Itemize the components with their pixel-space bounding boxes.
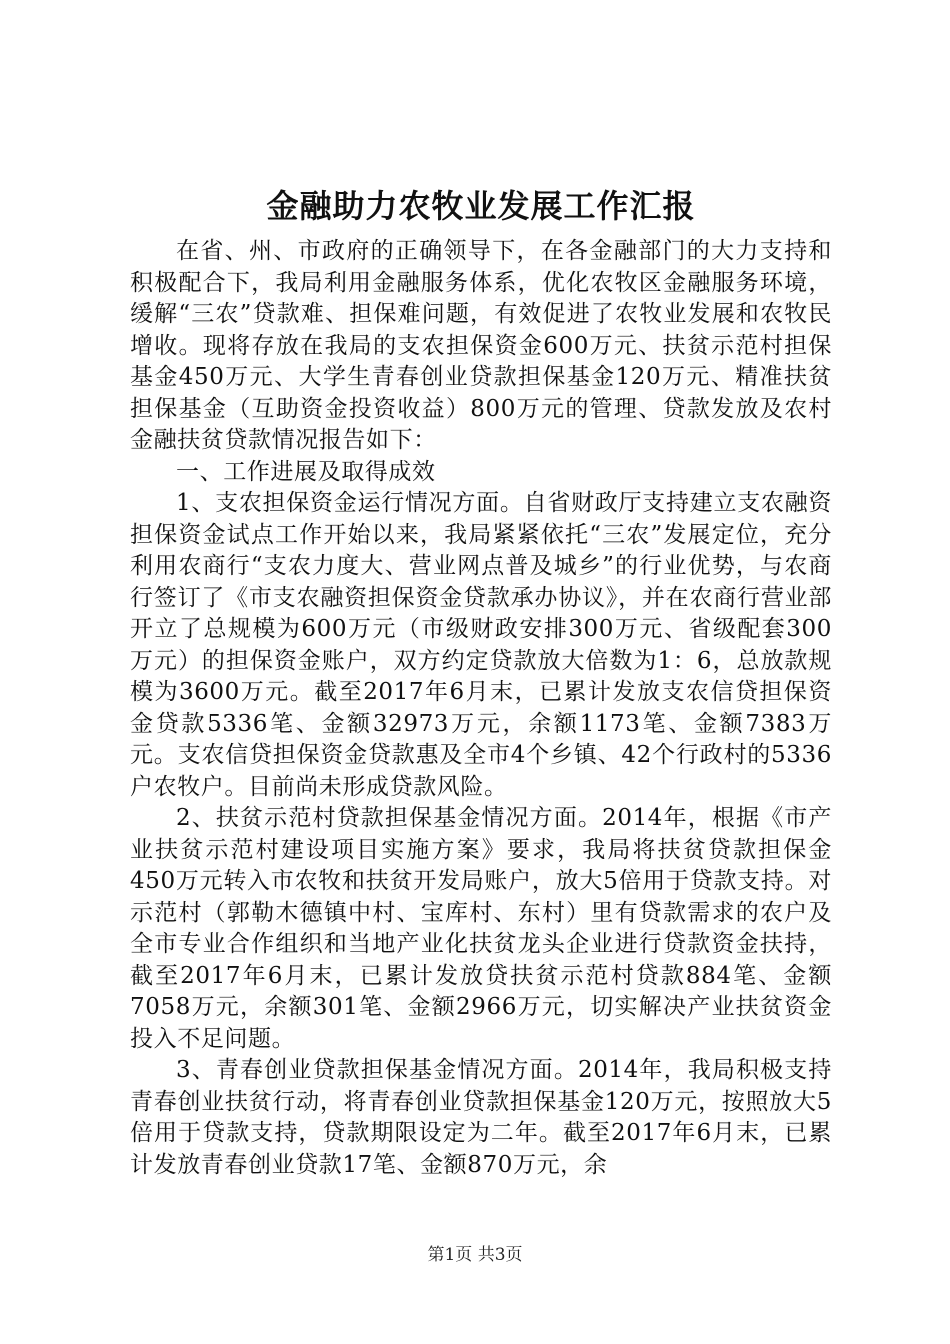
- paragraph-item-1: 1、支农担保资金运行情况方面。自省财政厅支持建立支农融资担保资金试点工作开始以来，我局紧紧依托“三农”发展定位，充分利用农商行“支农力度大、营业网点普及城乡”的行业优势，与农商行签订了《市支农融资担保资金贷款承办协议》，并在农商行营业部开立了总规模为600万元（市级财政安排300万元、省级配套300万元）的担保资金账户，双方约定贷款放大倍数为1：6，总放款规模为3600万元。截至2017年6月末，已累计发放支农信贷担保资金贷款5336笔、金额32973万元，余额1173笔、金额7383万元。支农信贷担保资金贷款惠及全市4个乡镇、42个行政村的5336户农牧户。目前尚未形成贷款风险。: [130, 490, 832, 800]
- paragraph-item-3: 3、青春创业贷款担保基金情况方面。2014年，我局积极支持青春创业扶贫行动，将青春创业贷款担保基金120万元，按照放大5倍用于贷款支持，贷款期限设定为二年。截至2017年6月末，已累计发放青春创业贷款17笔、金额870万元，余: [130, 1057, 832, 1178]
- document-title: 金融助力农牧业发展工作汇报: [266, 187, 696, 225]
- section-heading: 一、工作进展及取得成效: [176, 458, 436, 485]
- paragraph-intro: 在省、州、市政府的正确领导下，在各金融部门的大力支持和积极配合下，我局利用金融服务体系，优化农牧区金融服务环境，缓解“三农”贷款难、担保难问题，有效促进了农牧业发展和农牧民增收。现将存放在我局的支农担保资金600万元、扶贫示范村担保基金450万元、大学生青春创业贷款担保基金120万元、精准扶贫担保基金（互助资金投资收益）800万元的管理、贷款发放及农村金融扶贫贷款情况报告如下：: [130, 238, 832, 453]
- page-footer: 第1页 共3页: [427, 1245, 523, 1265]
- paragraph-item-2: 2、扶贫示范村贷款担保基金情况方面。2014年，根据《市产业扶贫示范村建设项目实施方案》要求，我局将扶贫贷款担保金450万元转入市农牧和扶贫开发局账户，放大5倍用于贷款支持。对示范村（郭勒木德镇中村、宝库村、东村）里有贷款需求的农户及全市专业合作组织和当地产业化扶贫龙头企业进行贷款资金扶持，截至2017年6月末，已累计发放贷扶贫示范村贷款884笔、金额7058万元，余额301笔、金额2966万元，切实解决产业扶贫资金投入不足问题。: [130, 805, 832, 1052]
